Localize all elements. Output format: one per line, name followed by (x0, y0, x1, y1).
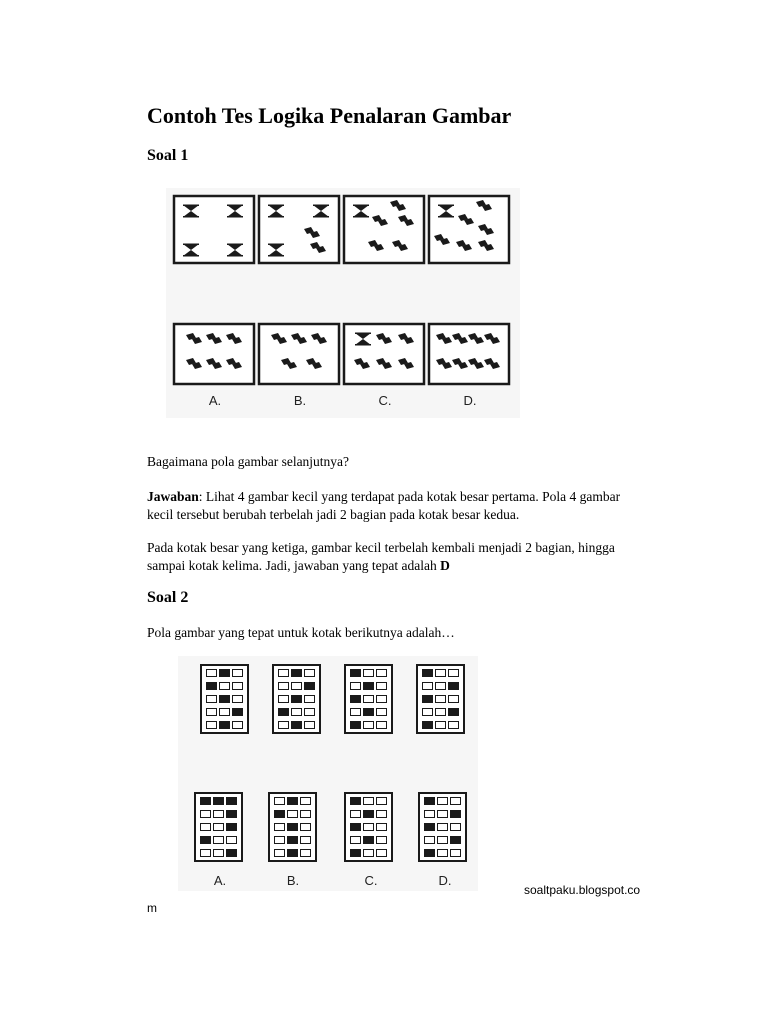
filled-cell (450, 836, 461, 844)
soal-1-question: Bagaimana pola gambar selanjutnya? (147, 454, 350, 469)
empty-cell (232, 669, 243, 677)
empty-cell (448, 695, 459, 703)
empty-cell (437, 849, 448, 857)
soal-1-heading: Soal 1 (147, 147, 189, 164)
empty-cell (376, 682, 387, 690)
filled-cell (226, 810, 237, 818)
filled-cell (287, 849, 298, 857)
soal-2-option-1[interactable] (194, 792, 243, 862)
filled-cell (422, 695, 433, 703)
soal-2-label-d: D. (438, 873, 452, 888)
soal-1-figure (166, 188, 520, 418)
soal-1-explanation (147, 539, 647, 575)
empty-cell (278, 682, 289, 690)
soal-2-box-1 (200, 664, 249, 734)
empty-cell (376, 669, 387, 677)
empty-cell (304, 669, 315, 677)
answer-text: : Lihat 4 gambar kecil yang terdapat pada kotak besar pertama. Pola 4 gambar kecil tersebut berubah terbelah jadi 2 bagian pada kotak besar kedua. (147, 489, 621, 522)
empty-cell (363, 849, 374, 857)
empty-cell (274, 823, 285, 831)
empty-cell (448, 669, 459, 677)
filled-cell (291, 669, 302, 677)
filled-cell (291, 721, 302, 729)
filled-cell (226, 823, 237, 831)
filled-cell (424, 823, 435, 831)
answer-label: Jawaban (147, 489, 199, 504)
filled-cell (424, 849, 435, 857)
empty-cell (450, 823, 461, 831)
empty-cell (274, 797, 285, 805)
filled-cell (448, 682, 459, 690)
filled-cell (350, 823, 361, 831)
empty-cell (200, 823, 211, 831)
soal-2-top-row (200, 664, 470, 744)
empty-cell (437, 836, 448, 844)
empty-cell (376, 836, 387, 844)
soal-1-box-2 (259, 196, 339, 263)
empty-cell (422, 682, 433, 690)
empty-cell (300, 849, 311, 857)
filled-cell (363, 810, 374, 818)
empty-cell (278, 669, 289, 677)
empty-cell (213, 810, 224, 818)
soal-2-option-4[interactable] (418, 792, 467, 862)
empty-cell (200, 849, 211, 857)
empty-cell (437, 810, 448, 818)
empty-cell (213, 849, 224, 857)
empty-cell (376, 721, 387, 729)
filled-cell (350, 849, 361, 857)
filled-cell (291, 695, 302, 703)
soal-2-option-3[interactable] (344, 792, 393, 862)
empty-cell (304, 695, 315, 703)
empty-cell (435, 682, 446, 690)
soal-1-box-4 (429, 196, 509, 263)
soal-1-label-c: C. (378, 393, 392, 408)
empty-cell (278, 695, 289, 703)
empty-cell (376, 797, 387, 805)
soal-2-figure (178, 656, 478, 891)
soal-2-box-2 (272, 664, 321, 734)
filled-cell (278, 708, 289, 716)
empty-cell (435, 669, 446, 677)
empty-cell (363, 669, 374, 677)
empty-cell (376, 849, 387, 857)
soal-1-option-a[interactable] (174, 324, 254, 384)
soal-1-option-b[interactable] (259, 324, 339, 384)
empty-cell (291, 708, 302, 716)
filled-cell (226, 797, 237, 805)
filled-cell (206, 682, 217, 690)
filled-cell (350, 695, 361, 703)
soal-2-label-c: C. (364, 873, 378, 888)
empty-cell (304, 708, 315, 716)
filled-cell (287, 823, 298, 831)
empty-cell (304, 721, 315, 729)
filled-cell (304, 682, 315, 690)
filled-cell (274, 810, 285, 818)
empty-cell (300, 836, 311, 844)
empty-cell (424, 836, 435, 844)
empty-cell (226, 836, 237, 844)
soal-2-box-4 (416, 664, 465, 734)
empty-cell (232, 695, 243, 703)
empty-cell (363, 721, 374, 729)
empty-cell (287, 810, 298, 818)
filled-cell (350, 797, 361, 805)
filled-cell (219, 695, 230, 703)
soal-1-label-a: A. (208, 393, 222, 408)
empty-cell (291, 682, 302, 690)
filled-cell (422, 721, 433, 729)
soal-2-question: Pola gambar yang tepat untuk kotak berikutnya adalah… (147, 625, 455, 640)
filled-cell (287, 836, 298, 844)
empty-cell (213, 823, 224, 831)
empty-cell (300, 810, 311, 818)
soal-1-box-1 (174, 196, 254, 263)
filled-cell (200, 836, 211, 844)
empty-cell (422, 708, 433, 716)
empty-cell (206, 695, 217, 703)
soal-2-label-b: B. (286, 873, 300, 888)
soal-2-option-2[interactable] (268, 792, 317, 862)
empty-cell (435, 721, 446, 729)
soal-1-box-3 (344, 196, 424, 263)
filled-cell (363, 708, 374, 716)
soal-1-figure-svg (166, 188, 520, 418)
empty-cell (300, 823, 311, 831)
empty-cell (232, 721, 243, 729)
source-line-1: soaltpaku.blogspot.co (524, 883, 641, 897)
filled-cell (350, 721, 361, 729)
empty-cell (274, 836, 285, 844)
explanation-text: Pada kotak besar yang ketiga, gambar kecil terbelah kembali menjadi 2 bagian, hingga sampai kotak kelima. Jadi, jawaban yang tepat adalah (147, 540, 615, 573)
filled-cell (363, 682, 374, 690)
empty-cell (300, 797, 311, 805)
empty-cell (376, 708, 387, 716)
soal-1-option-c[interactable] (344, 324, 424, 384)
filled-cell (287, 797, 298, 805)
soal-2-heading: Soal 2 (147, 589, 189, 606)
filled-cell (219, 721, 230, 729)
empty-cell (219, 708, 230, 716)
empty-cell (376, 823, 387, 831)
empty-cell (376, 810, 387, 818)
empty-cell (274, 849, 285, 857)
filled-cell (424, 797, 435, 805)
soal-1-option-d[interactable] (429, 324, 509, 384)
filled-cell (200, 797, 211, 805)
filled-cell (363, 836, 374, 844)
empty-cell (437, 823, 448, 831)
filled-cell (219, 669, 230, 677)
soal-1-label-b: B. (293, 393, 307, 408)
empty-cell (450, 797, 461, 805)
empty-cell (376, 695, 387, 703)
filled-cell (226, 849, 237, 857)
empty-cell (363, 797, 374, 805)
filled-cell (232, 708, 243, 716)
empty-cell (350, 836, 361, 844)
empty-cell (200, 810, 211, 818)
empty-cell (424, 810, 435, 818)
empty-cell (213, 836, 224, 844)
empty-cell (206, 669, 217, 677)
soal-2-box-3 (344, 664, 393, 734)
empty-cell (363, 695, 374, 703)
filled-cell (350, 669, 361, 677)
empty-cell (435, 695, 446, 703)
soal-2-label-a: A. (213, 873, 227, 888)
empty-cell (232, 682, 243, 690)
soal-1-label-d: D. (463, 393, 477, 408)
page-title: Contoh Tes Logika Penalaran Gambar (147, 103, 512, 128)
empty-cell (450, 849, 461, 857)
filled-cell (450, 810, 461, 818)
empty-cell (448, 721, 459, 729)
empty-cell (206, 708, 217, 716)
empty-cell (350, 810, 361, 818)
filled-cell (213, 797, 224, 805)
empty-cell (435, 708, 446, 716)
filled-cell (448, 708, 459, 716)
empty-cell (350, 708, 361, 716)
empty-cell (278, 721, 289, 729)
source-line-2: m (147, 901, 157, 915)
empty-cell (350, 682, 361, 690)
soal-1-answer (147, 488, 647, 524)
empty-cell (219, 682, 230, 690)
empty-cell (437, 797, 448, 805)
filled-cell (422, 669, 433, 677)
empty-cell (206, 721, 217, 729)
empty-cell (363, 823, 374, 831)
answer-letter: D (440, 558, 450, 573)
soal-2-option-row (194, 792, 470, 872)
